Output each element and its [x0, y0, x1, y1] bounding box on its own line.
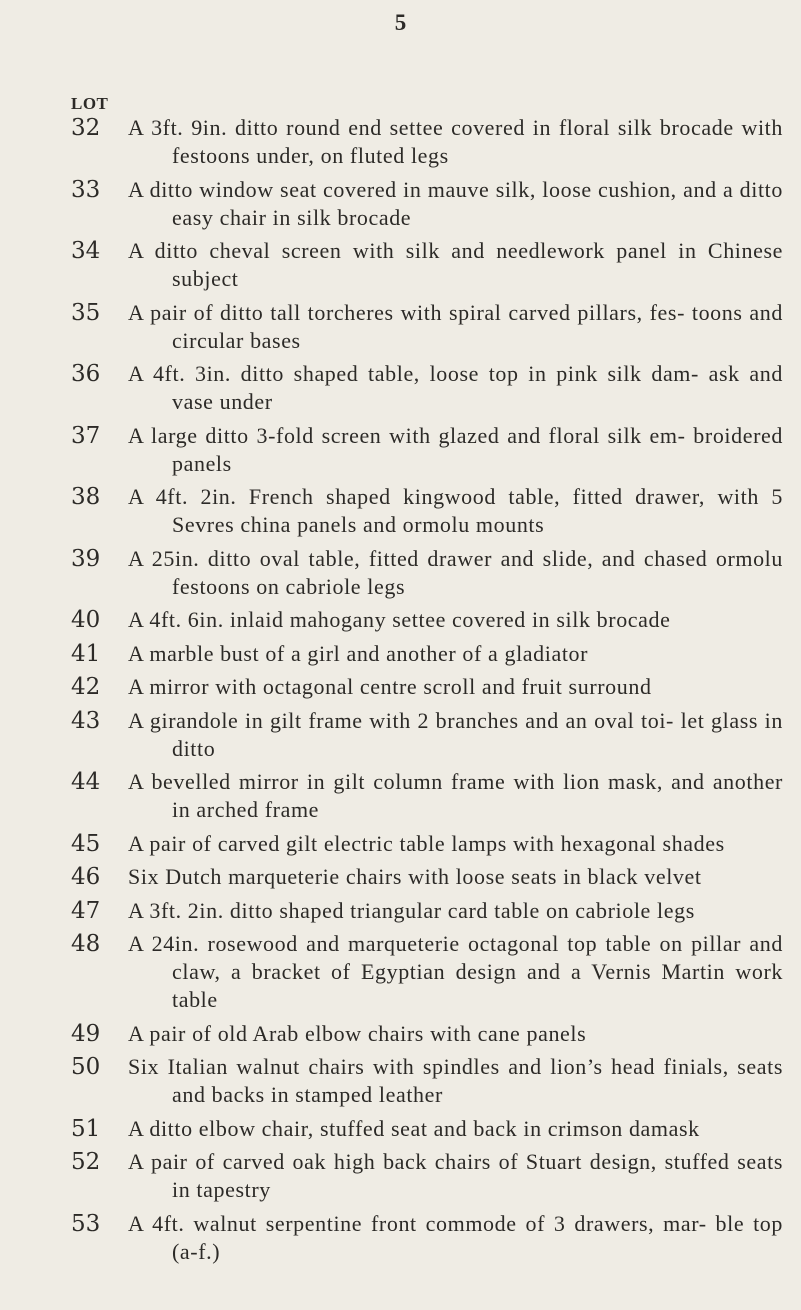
- lot-description: A girandole in gilt frame with 2 branches and an oval toi- let glass in ditto: [128, 707, 783, 761]
- lot-number: 36: [71, 361, 101, 387]
- lot-number: 50: [71, 1054, 101, 1080]
- lot-number: 45: [71, 830, 101, 857]
- lot-entry: [71, 176, 783, 232]
- lot-description: A large ditto 3-fold screen with glazed and floral silk em- broidered panels: [128, 422, 783, 476]
- lot-number: 51: [71, 1115, 101, 1142]
- lot-description: A pair of carved gilt electric table lamps with hexagonal shades: [128, 830, 725, 856]
- lot-entry: [71, 768, 783, 824]
- lot-entry: [71, 640, 783, 668]
- lot-number: 48: [71, 931, 101, 957]
- lot-entry: [71, 1053, 783, 1109]
- lot-description: A pair of old Arab elbow chairs with cane panels: [128, 1020, 587, 1046]
- lot-number: 47: [71, 897, 101, 924]
- lot-description: A 4ft. 6in. inlaid mahogany settee covered in silk brocade: [128, 607, 671, 632]
- lot-number: 33: [71, 176, 101, 203]
- lot-description: A 3ft. 9in. ditto round end settee covered in floral silk brocade with festoons under, on fluted legs: [128, 115, 783, 168]
- lot-number: 44: [71, 769, 101, 795]
- lot-entry: [71, 707, 783, 763]
- lot-entry: [71, 422, 783, 478]
- lot-description: Six Italian walnut chairs with spindles and lion’s head finials, seats and backs in stamped leather: [128, 1054, 783, 1107]
- lot-description: A pair of ditto tall torcheres with spiral carved pillars, fes- toons and circular bases: [128, 299, 783, 353]
- lot-entry: [71, 483, 783, 539]
- lot-number: 46: [71, 864, 101, 890]
- lot-description: A 4ft. 2in. French shaped kingwood table, fitted drawer, with 5 Sevres china panels and ormolu mounts: [128, 484, 783, 537]
- lot-description: A bevelled mirror in gilt column frame with lion mask, and another in arched frame: [128, 769, 783, 822]
- lot-description: Six Dutch marqueterie chairs with loose seats in black velvet: [128, 864, 702, 889]
- lot-number: 39: [71, 545, 101, 572]
- lot-number: 40: [71, 607, 101, 633]
- lot-entry: [71, 930, 783, 1014]
- lot-entry: [71, 1210, 783, 1266]
- lot-description: A 3ft. 2in. ditto shaped triangular card table on cabriole legs: [128, 897, 695, 923]
- lot-number: 32: [71, 115, 101, 141]
- lot-description: A ditto cheval screen with silk and needlework panel in Chinese subject: [128, 238, 783, 291]
- lot-description: A mirror with octagonal centre scroll and fruit surround: [128, 674, 652, 699]
- lot-entry: [71, 237, 783, 293]
- lot-description: A 4ft. walnut serpentine front commode of 3 drawers, mar- ble top (a-f.): [128, 1210, 783, 1264]
- lot-entry: [71, 545, 783, 601]
- lot-number: 52: [71, 1149, 101, 1175]
- lot-entry: [71, 606, 783, 634]
- lot-description: A pair of carved oak high back chairs of Stuart design, stuffed seats in tapestry: [128, 1149, 783, 1202]
- lot-entry: [71, 863, 783, 891]
- lot-number: 49: [71, 1020, 101, 1047]
- lot-entry: [71, 673, 783, 701]
- lot-number: 41: [71, 640, 101, 667]
- lot-list: [71, 114, 783, 1271]
- lot-number: 34: [71, 238, 101, 264]
- lot-number: 42: [71, 674, 101, 700]
- lot-entry: [71, 114, 783, 170]
- lot-entry: [71, 1020, 783, 1048]
- lot-description: A marble bust of a girl and another of a gladiator: [128, 640, 589, 666]
- lot-entry: [71, 1115, 783, 1143]
- lot-description: A 25in. ditto oval table, fitted drawer and slide, and chased ormolu festoons on cabriole legs: [128, 545, 783, 599]
- lot-entry: [71, 830, 783, 858]
- lot-entry: [71, 1148, 783, 1204]
- lot-column-header: LOT: [71, 94, 109, 113]
- lot-description: A 24in. rosewood and marqueterie octagonal top table on pillar and claw, a bracket of Egyptian design and a Vernis Martin work table: [128, 931, 783, 1012]
- lot-description: A 4ft. 3in. ditto shaped table, loose top in pink silk dam- ask and vase under: [128, 361, 783, 414]
- lot-number: 37: [71, 422, 101, 449]
- lot-number: 53: [71, 1210, 101, 1237]
- lot-description: A ditto elbow chair, stuffed seat and back in crimson damask: [128, 1115, 700, 1141]
- lot-number: 43: [71, 707, 101, 734]
- lot-number: 35: [71, 299, 101, 326]
- lot-description: A ditto window seat covered in mauve silk, loose cushion, and a ditto easy chair in silk brocade: [128, 176, 783, 230]
- page-number: 5: [394, 10, 407, 35]
- lot-number: 38: [71, 484, 101, 510]
- lot-entry: [71, 299, 783, 355]
- lot-entry: [71, 360, 783, 416]
- lot-entry: [71, 897, 783, 925]
